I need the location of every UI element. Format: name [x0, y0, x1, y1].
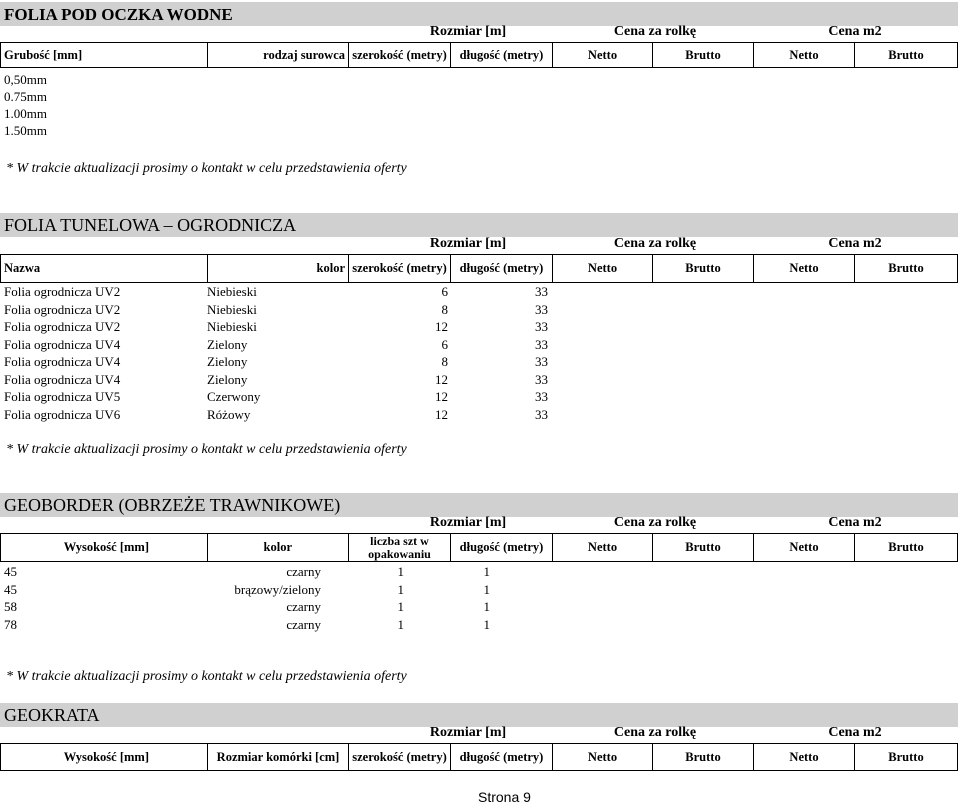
group-header-roll-price: Cena za rolkę — [613, 725, 697, 740]
section2-rows — [0, 283, 958, 423]
col-header: Netto — [553, 744, 653, 770]
table-row — [0, 336, 958, 354]
col-header: liczba szt w opakowaniu — [349, 534, 451, 561]
height-cell: 78 — [4, 616, 17, 632]
section1-rows — [0, 71, 958, 139]
group-header-roll-price: Cena za rolkę — [613, 236, 697, 251]
color-cell: Zielony — [207, 354, 248, 369]
color-cell: Zielony — [207, 371, 248, 387]
section1-header-row — [0, 42, 958, 68]
width-cell: 8 — [441, 301, 448, 317]
group-header-m2-price: Cena m2 — [828, 236, 882, 251]
table-row — [0, 105, 958, 122]
width-cell: 6 — [441, 284, 448, 299]
section3-header-row — [0, 533, 958, 562]
col-header: długość (metry) — [451, 43, 553, 67]
table-row — [0, 616, 958, 634]
col-header: Netto — [553, 255, 653, 282]
qty-cell: 1 — [397, 616, 404, 632]
col-header: kolor — [208, 255, 349, 282]
height-cell: 45 — [4, 581, 17, 597]
col-header: Wysokość [mm] — [1, 534, 208, 561]
col-header: Netto — [754, 255, 855, 282]
width-cell: 12 — [435, 389, 448, 404]
table-row — [0, 122, 958, 139]
col-header: długość (metry) — [451, 744, 553, 770]
section-title-folia-oczka: FOLIA POD OCZKA WODNE — [0, 2, 958, 26]
table-row — [0, 598, 958, 616]
col-header: rodzaj surowca — [208, 43, 349, 67]
table-row — [0, 318, 958, 336]
col-header: Brutto — [888, 48, 924, 62]
table-row — [0, 406, 958, 424]
col-header: długość (metry) — [451, 534, 553, 561]
width-cell: 8 — [441, 354, 448, 369]
col-header: Brutto — [653, 43, 754, 67]
col-header: Netto — [754, 534, 855, 561]
length-cell: 33 — [535, 336, 548, 352]
table-row — [0, 388, 958, 406]
col-header: długość (metry) — [451, 255, 553, 282]
qty-cell: 1 — [397, 581, 404, 597]
section-title-folia-tunelowa: FOLIA TUNELOWA – OGRODNICZA — [0, 213, 958, 237]
color-cell: Zielony — [207, 336, 248, 352]
name-cell: Folia ogrodnicza UV5 — [4, 389, 121, 404]
length-cell: 33 — [535, 406, 548, 422]
table-row — [0, 71, 958, 88]
col-header: Brutto — [888, 750, 924, 764]
width-cell: 12 — [435, 371, 448, 387]
col-header: Grubość [mm] — [1, 43, 208, 67]
height-cell: 45 — [4, 564, 17, 579]
col-header: szerokość (metry) — [349, 43, 451, 67]
group-header-m2-price: Cena m2 — [828, 24, 882, 39]
table-row — [0, 581, 958, 599]
thickness-cell: 1.00mm — [4, 106, 47, 121]
table-row — [0, 301, 958, 319]
name-cell: Folia ogrodnicza UV2 — [4, 319, 121, 334]
length-cell: 33 — [535, 389, 548, 404]
group-header-m2-price: Cena m2 — [828, 515, 882, 530]
group-header-m2-price: Cena m2 — [828, 725, 882, 740]
name-cell: Folia ogrodnicza UV6 — [4, 406, 121, 422]
col-header: Netto — [754, 43, 855, 67]
color-cell: Niebieski — [207, 284, 257, 299]
qty-cell: 1 — [397, 564, 404, 579]
color-cell: Czerwony — [207, 389, 261, 404]
table-row — [0, 88, 958, 105]
section4-header-row — [0, 743, 958, 771]
width-cell: 6 — [441, 336, 448, 352]
col-header: Brutto — [653, 744, 754, 770]
table-row — [0, 371, 958, 389]
color-cell: czarny — [286, 616, 321, 632]
height-cell: 58 — [4, 599, 17, 614]
table-row — [0, 283, 958, 301]
col-header: szerokość (metry) — [349, 255, 451, 282]
note-text: * W trakcie aktualizacji prosimy o kontakt w celu przedstawienia oferty — [6, 161, 407, 176]
color-cell: brązowy/zielony — [234, 581, 321, 597]
color-cell: Niebieski — [207, 319, 257, 334]
col-header: Netto — [553, 43, 653, 67]
col-header: szerokość (metry) — [349, 744, 451, 770]
table-row — [0, 563, 958, 581]
section2-header-row — [0, 254, 958, 283]
length-cell: 1 — [483, 599, 490, 614]
col-header: Nazwa — [1, 255, 208, 282]
note-text: * W trakcie aktualizacji prosimy o kontakt w celu przedstawienia oferty — [6, 442, 407, 457]
col-header: Wysokość [mm] — [1, 744, 208, 770]
section-title-geoborder: GEOBORDER (OBRZEŻE TRAWNIKOWE) — [0, 493, 958, 517]
length-cell: 33 — [535, 319, 548, 334]
name-cell: Folia ogrodnicza UV4 — [4, 336, 121, 352]
name-cell: Folia ogrodnicza UV4 — [4, 371, 121, 387]
thickness-cell: 0.75mm — [4, 89, 47, 104]
col-header: Netto — [754, 744, 855, 770]
group-header-roll-price: Cena za rolkę — [613, 24, 697, 39]
section3-rows — [0, 563, 958, 633]
page-number: Strona 9 — [478, 789, 531, 805]
col-header: Rozmiar komórki [cm] — [208, 744, 349, 770]
name-cell: Folia ogrodnicza UV2 — [4, 284, 121, 299]
col-header: Brutto — [888, 540, 924, 554]
col-header: Brutto — [888, 261, 924, 275]
width-cell: 12 — [435, 406, 448, 422]
group-header-size: Rozmiar [m] — [429, 24, 507, 39]
color-cell: czarny — [286, 564, 321, 579]
section-title-geokrata: GEOKRATA — [0, 703, 958, 727]
length-cell: 33 — [535, 354, 548, 369]
color-cell: Niebieski — [207, 301, 257, 317]
length-cell: 33 — [535, 284, 548, 299]
col-header: kolor — [208, 534, 349, 561]
color-cell: Różowy — [207, 406, 251, 422]
note-text: * W trakcie aktualizacji prosimy o kontakt w celu przedstawienia oferty — [6, 669, 407, 684]
col-header: Netto — [553, 534, 653, 561]
length-cell: 1 — [483, 616, 490, 632]
group-header-size: Rozmiar [m] — [429, 236, 507, 251]
qty-cell: 1 — [397, 599, 404, 614]
col-header: Brutto — [653, 255, 754, 282]
group-header-size: Rozmiar [m] — [429, 725, 507, 740]
table-row — [0, 353, 958, 371]
length-cell: 33 — [535, 371, 548, 387]
col-header: Brutto — [653, 534, 754, 561]
thickness-cell: 0,50mm — [4, 72, 47, 87]
name-cell: Folia ogrodnicza UV2 — [4, 301, 121, 317]
group-header-roll-price: Cena za rolkę — [613, 515, 697, 530]
length-cell: 1 — [483, 564, 490, 579]
width-cell: 12 — [435, 319, 448, 334]
length-cell: 33 — [535, 301, 548, 317]
group-header-size: Rozmiar [m] — [429, 515, 507, 530]
thickness-cell: 1.50mm — [4, 123, 47, 138]
name-cell: Folia ogrodnicza UV4 — [4, 354, 121, 369]
length-cell: 1 — [483, 581, 490, 597]
color-cell: czarny — [286, 599, 321, 614]
